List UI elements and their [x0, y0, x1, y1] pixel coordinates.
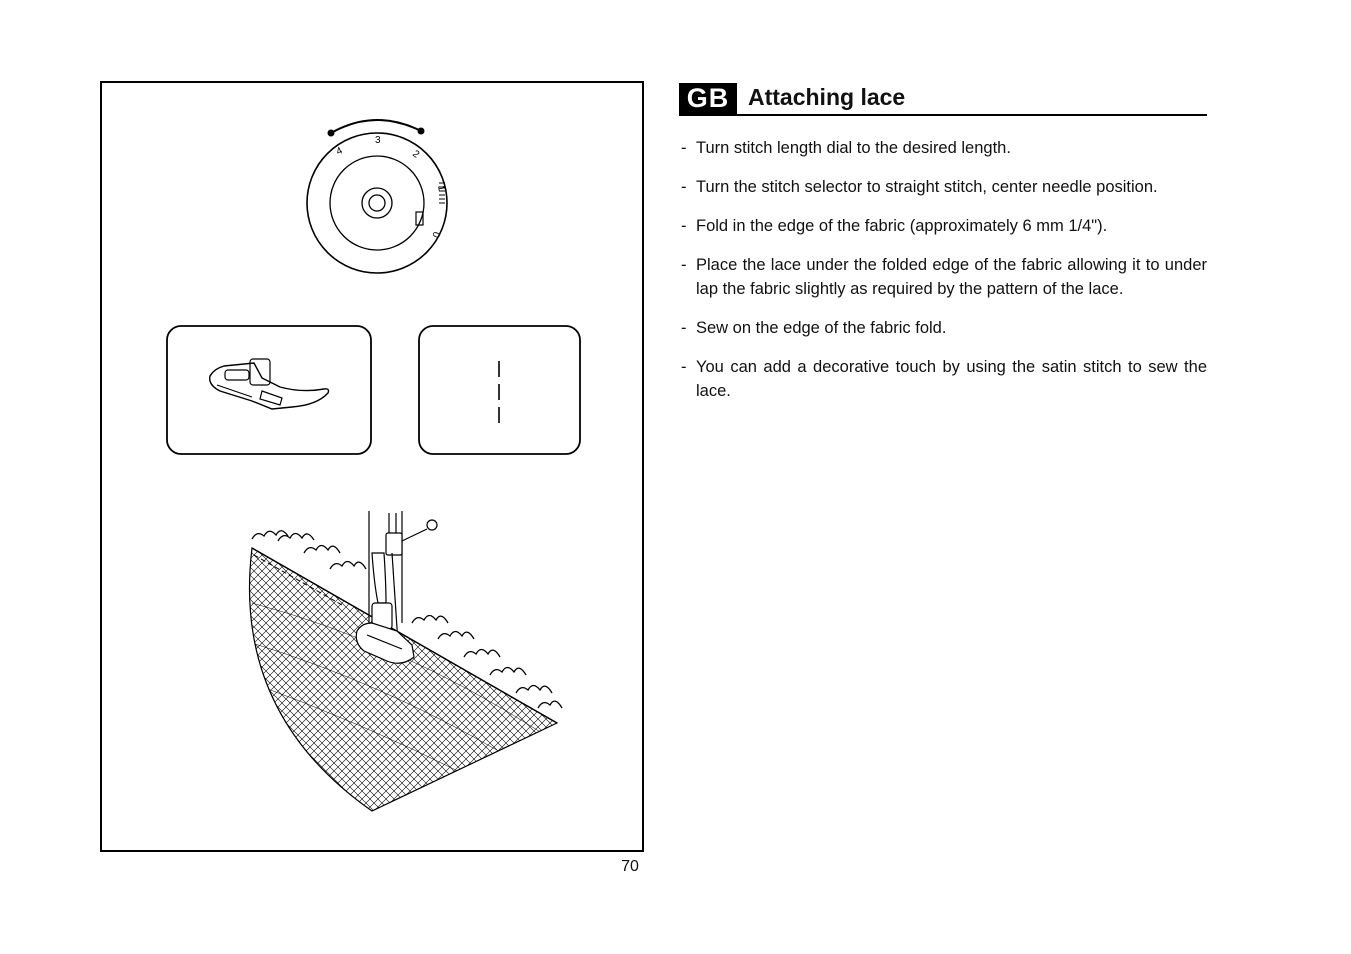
dial-number-4: 4: [334, 145, 345, 158]
bullet-dash: -: [681, 139, 687, 157]
stitch-length-dial-icon: [307, 120, 447, 273]
instruction-text: Turn stitch length dial to the desired length.: [696, 139, 1011, 157]
bullet-dash: -: [681, 256, 687, 274]
language-badge: GB: [679, 83, 737, 114]
dial-number-2: 2: [410, 148, 422, 161]
page-number: 70: [621, 858, 639, 875]
instruction-item: [681, 316, 1207, 340]
instruction-item: [681, 214, 1207, 238]
page-title: Attaching lace: [748, 84, 906, 110]
section-heading: [679, 82, 1207, 116]
dial-number-1: 1: [435, 184, 447, 192]
presser-foot-icon: [167, 326, 371, 454]
instruction-item: [681, 253, 1207, 301]
dial-number-0: 0: [429, 229, 442, 239]
straight-stitch-icon: [419, 326, 580, 454]
instruction-item: [681, 175, 1207, 199]
instruction-text: You can add a decorative touch by using the satin stitch to sew the lace.: [696, 358, 1207, 400]
instruction-item: [681, 136, 1207, 160]
dial-number-3: 3: [375, 135, 381, 146]
illustration-frame: [100, 81, 644, 852]
bullet-dash: -: [681, 178, 687, 196]
instruction-text: Sew on the edge of the fabric fold.: [696, 319, 947, 337]
sewing-lace-illustration-icon: [250, 511, 563, 811]
instruction-item: [681, 355, 1207, 403]
instruction-list: [681, 136, 1207, 418]
bullet-dash: -: [681, 358, 687, 376]
instruction-text: Turn the stitch selector to straight stitch, center needle position.: [696, 178, 1158, 196]
bullet-dash: -: [681, 217, 687, 235]
instruction-text: Place the lace under the folded edge of the fabric allowing it to under lap the fabric slightly as required by the pattern of the lace.: [696, 256, 1207, 298]
instruction-text: Fold in the edge of the fabric (approximately 6 mm 1/4").: [696, 217, 1108, 235]
bullet-dash: -: [681, 319, 687, 337]
